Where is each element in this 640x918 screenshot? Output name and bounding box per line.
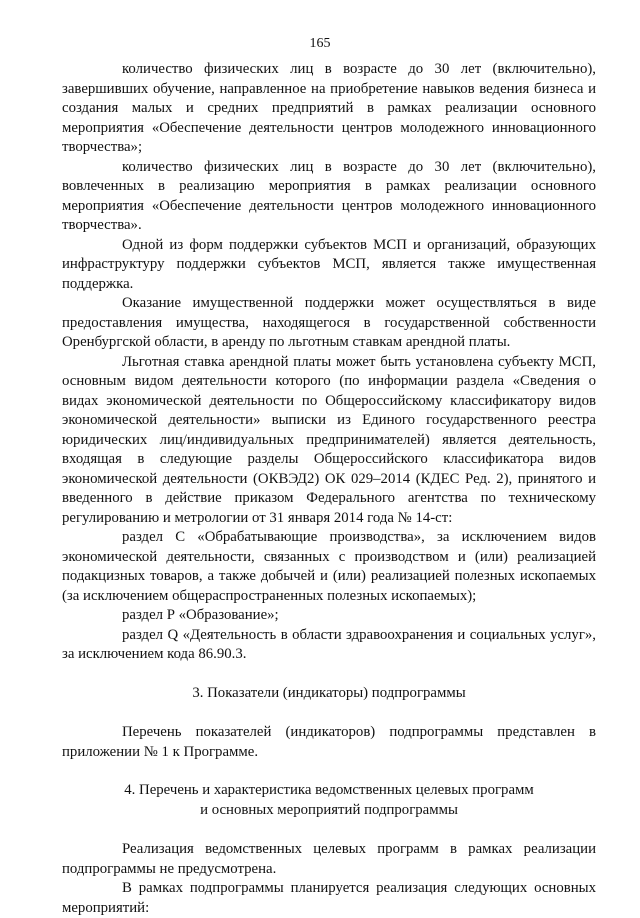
page-number: 165 [309, 36, 331, 51]
section-4-heading-line-2: и основных мероприятий подпрограммы [200, 801, 458, 818]
paragraph: Одной из форм поддержки субъектов МСП и организаций, образующих инфраструктуру поддержки субъектов МСП, является также имущественная поддержка. [62, 236, 596, 292]
paragraph: раздел С «Обрабатывающие производства», за исключением видов экономической деятельности, связанных с производством и (или) реализацией подакцизных товаров, а также добычей и (или) реализацией полезных ископаемых (за исключением общераспространенных полезных ископаемых); [62, 529, 596, 604]
section-4-paragraph: Реализация ведомственных целевых программ в рамках реализации подпрограммы не предусмотрена. [62, 841, 596, 877]
paragraph: Оказание имущественной поддержки может осуществляться в виде предоставления имущества, находящегося в государственной собственности Оренбургской области, в аренду по льготным ставкам арендной платы. [62, 295, 596, 350]
paragraph: количество физических лиц в возрасте до 30 лет (включительно), вовлеченных в реализацию мероприятия в рамках реализации основного мероприятия «Обеспечение деятельности центров молодежного инновационного творчества». [62, 158, 596, 233]
paragraph: количество физических лиц в возрасте до 30 лет (включительно), завершивших обучение, направленное на приобретение навыков ведения бизнеса и создания малых и средних предприятий в рамках реализации основного мероприятия «Обеспечение деятельности центров молодежного инновационного творчества»; [62, 61, 596, 155]
paragraph: раздел Q «Деятельность в области здравоохранения и социальных услуг», за исключением кода 86.90.3. [62, 626, 596, 662]
spacer [62, 665, 596, 684]
paragraph: раздел Р «Образование»; [122, 607, 279, 623]
spacer [62, 703, 596, 723]
section-3-heading: 3. Показатели (индикаторы) подпрограммы [192, 684, 466, 701]
section-4-heading-line-1: 4. Перечень и характеристика ведомственных целевых программ [124, 782, 534, 798]
spacer [62, 820, 596, 840]
section-3-paragraph: Перечень показателей (индикаторов) подпрограммы представлен в приложении № 1 к Программе. [62, 724, 596, 760]
document-body [62, 60, 596, 918]
section-4-paragraph: В рамках подпрограммы планируется реализация следующих основных мероприятий: [62, 880, 596, 916]
paragraph: Льготная ставка арендной платы может быть установлена субъекту МСП, основным видом деятельности которого (по информации раздела «Сведения о видах экономической деятельности по Общероссийскому классификатору видов экономической деятельности» выписки из Единого государственного реестра юридических лиц/индивидуальных предпринимателей) является деятельность, входящая в следующие разделы Общероссийского классификатора видов экономической деятельности (ОКВЭД2) ОК 029–2014 (КДЕС Ред. 2), принятого и введенного в действие приказом Федерального агентства по техническому регулированию и метрологии от 31 января 2014 года № 14-ст: [62, 353, 596, 526]
spacer [62, 762, 596, 781]
